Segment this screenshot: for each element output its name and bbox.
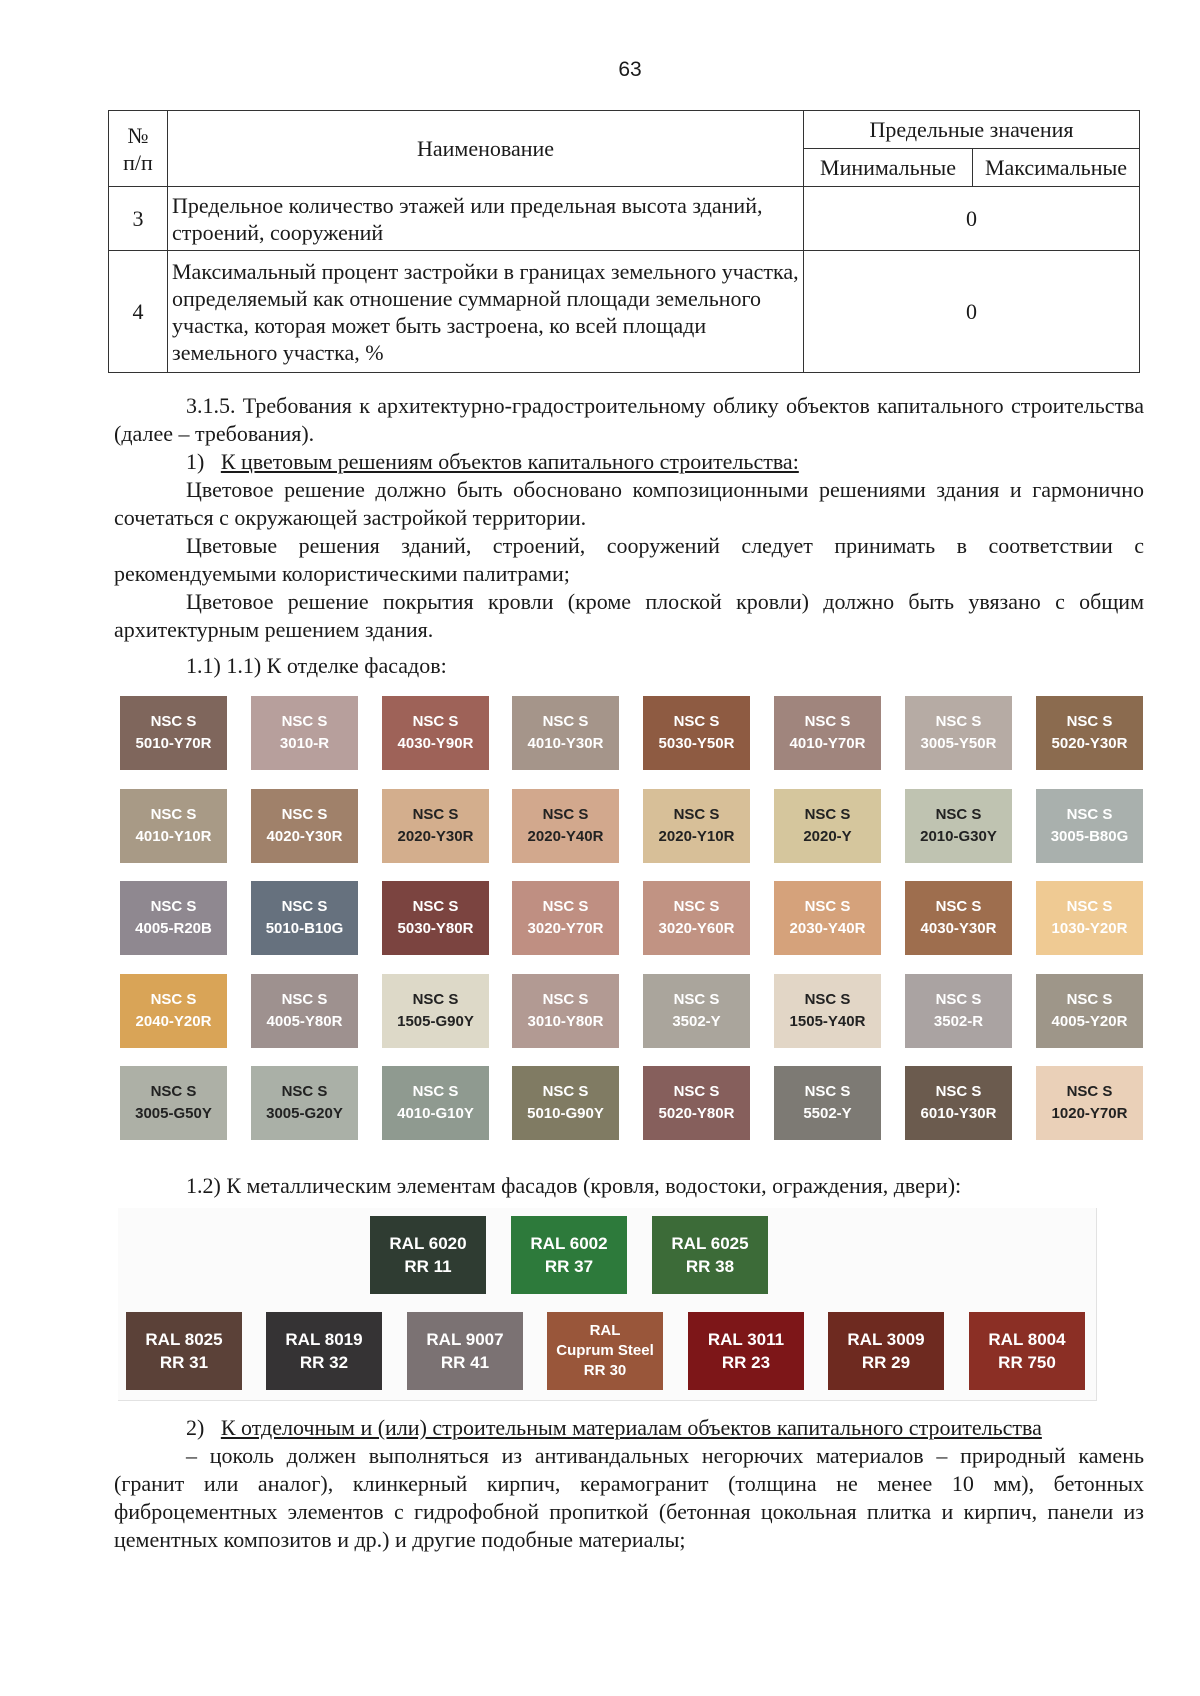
ral-swatch-label: RR 31 — [159, 1353, 209, 1372]
nsc-swatch-prefix: NSC S — [542, 991, 589, 1008]
row-num: 4 — [109, 251, 168, 373]
nsc-swatch — [251, 696, 358, 770]
ral-swatch-label: RR 23 — [721, 1353, 771, 1372]
nsc-swatch-prefix: NSC S — [673, 806, 720, 823]
nsc-swatch-prefix: NSC S — [281, 1083, 328, 1100]
header-num — [109, 111, 168, 187]
table-row — [109, 251, 1140, 373]
nsc-swatch — [512, 974, 619, 1048]
nsc-swatch — [905, 881, 1012, 955]
header-max: Максимальные — [973, 149, 1140, 187]
nsc-swatch-code: 5030-Y80R — [397, 920, 474, 937]
nsc-swatch-prefix: NSC S — [281, 898, 328, 915]
header-min: Минимальные — [804, 149, 973, 187]
nsc-swatch-code: 2030-Y40R — [789, 920, 866, 937]
nsc-swatch — [1036, 789, 1143, 863]
nsc-swatch — [382, 789, 489, 863]
nsc-swatch-prefix: NSC S — [935, 1083, 982, 1100]
ral-swatch-label: RR 750 — [998, 1353, 1056, 1372]
nsc-swatch-code: 3005-Y50R — [920, 735, 997, 752]
limits-table — [108, 110, 1140, 373]
section-heading: К цветовым решениям объектов капитального строительства: — [220, 449, 799, 474]
nsc-swatch — [643, 696, 750, 770]
nsc-swatch-prefix: NSC S — [542, 898, 589, 915]
nsc-swatch — [251, 974, 358, 1048]
ral-swatch — [688, 1312, 804, 1390]
nsc-swatch — [774, 881, 881, 955]
row-value: 0 — [804, 251, 1140, 373]
nsc-swatch-prefix: NSC S — [412, 1083, 459, 1100]
nsc-swatch-code: 1030-Y20R — [1051, 920, 1128, 937]
nsc-swatch-code: 5020-Y80R — [658, 1105, 735, 1122]
nsc-swatch-code: 1020-Y70R — [1051, 1105, 1128, 1122]
paragraph-color-solutions — [114, 448, 1144, 476]
nsc-swatch — [1036, 1066, 1143, 1140]
nsc-swatch-code: 1505-Y40R — [789, 1013, 866, 1030]
nsc-swatch — [1036, 881, 1143, 955]
ral-swatch-label: RAL 6025 — [671, 1234, 749, 1253]
nsc-swatch-prefix: NSC S — [673, 898, 720, 915]
nsc-swatch-code: 5010-G90Y — [527, 1105, 604, 1122]
header-name: Наименование — [168, 111, 804, 187]
nsc-swatch — [382, 881, 489, 955]
ral-swatch-label: RAL — [589, 1322, 621, 1339]
ral-swatch-label: RR 37 — [544, 1257, 594, 1276]
nsc-swatch-code: 3020-Y60R — [658, 920, 735, 937]
nsc-swatch-code: 2040-Y20R — [135, 1013, 212, 1030]
ral-swatch-label: RAL 3011 — [707, 1330, 785, 1349]
ral-swatch — [828, 1312, 944, 1390]
ral-swatch-label: RAL 8019 — [285, 1330, 363, 1349]
nsc-swatch-code: 3005-G20Y — [266, 1105, 343, 1122]
nsc-swatch-code: 3010-R — [279, 735, 330, 752]
nsc-swatch — [120, 1066, 227, 1140]
nsc-swatch-prefix: NSC S — [150, 806, 197, 823]
ral-swatch-label: RAL 9007 — [426, 1330, 504, 1349]
nsc-swatch-code: 4030-Y90R — [397, 735, 474, 752]
nsc-swatch-code: 2020-Y — [803, 828, 852, 845]
nsc-swatch — [643, 789, 750, 863]
nsc-swatch — [643, 974, 750, 1048]
nsc-swatch-prefix: NSC S — [542, 713, 589, 730]
nsc-swatch — [120, 696, 227, 770]
table-row — [109, 187, 1140, 251]
nsc-swatch — [774, 789, 881, 863]
paragraph-roof: Цветовое решение покрытия кровли (кроме плоской кровли) должно быть увязано с общим архитектурным решением здания. — [114, 589, 1144, 642]
paragraph-composition: Цветовое решение должно быть обосновано композиционными решениями здания и гармонично сочетаться с окружающей застройкой территории. — [114, 477, 1144, 530]
nsc-swatch — [120, 881, 227, 955]
ral-swatch — [407, 1312, 523, 1390]
nsc-swatch-code: 5010-Y70R — [135, 735, 212, 752]
nsc-swatch-prefix: NSC S — [542, 1083, 589, 1100]
nsc-swatch-prefix: NSC S — [673, 991, 720, 1008]
ral-swatch-label: RR 30 — [583, 1362, 627, 1379]
nsc-swatch-code: 4005-Y80R — [266, 1013, 343, 1030]
ral-swatch — [652, 1216, 768, 1294]
nsc-swatch-code: 5502-Y — [803, 1105, 852, 1122]
nsc-swatch-code: 4010-Y30R — [527, 735, 604, 752]
nsc-swatch — [1036, 696, 1143, 770]
nsc-swatch-prefix: NSC S — [150, 991, 197, 1008]
paragraph-plinth: – цоколь должен выполняться из антивандальных негорючих материалов – природный камень (гранит или аналог), клинкерный кирпич, керамогранит (толщина не менее 10 мм), бетонных фиброцементных элементов с гидрофобной пропиткой (бетонная цокольная плитка и кирпич, панели из цементных композитов и др.) и другие подобные материалы; — [114, 1443, 1144, 1552]
ral-swatch-label: RAL 6020 — [389, 1234, 467, 1253]
ral-swatch-label: RR 38 — [685, 1257, 735, 1276]
nsc-swatch — [643, 881, 750, 955]
nsc-swatch — [512, 696, 619, 770]
ral-swatch-label: RR 41 — [440, 1353, 490, 1372]
nsc-swatch-code: 2020-Y10R — [658, 828, 735, 845]
nsc-swatch — [774, 1066, 881, 1140]
ral-swatch-label: RR 32 — [299, 1353, 349, 1372]
nsc-swatch-prefix: NSC S — [150, 898, 197, 915]
nsc-swatch-prefix: NSC S — [150, 1083, 197, 1100]
nsc-swatch — [774, 696, 881, 770]
nsc-swatch-code: 6010-Y30R — [920, 1105, 997, 1122]
nsc-swatch — [512, 1066, 619, 1140]
ral-swatch — [969, 1312, 1085, 1390]
nsc-swatch — [382, 696, 489, 770]
nsc-swatch-prefix: NSC S — [935, 991, 982, 1008]
ral-swatch — [547, 1312, 663, 1390]
nsc-swatch-code: 4010-Y70R — [789, 735, 866, 752]
nsc-swatch-code: 2010-G30Y — [920, 828, 997, 845]
row-num: 3 — [109, 187, 168, 251]
nsc-swatch-prefix: NSC S — [1066, 898, 1113, 915]
nsc-swatch-code: 4005-R20B — [135, 920, 212, 937]
ral-swatch-label: RAL 8004 — [988, 1330, 1066, 1349]
nsc-swatch-code: 4020-Y30R — [266, 828, 343, 845]
nsc-swatch — [251, 789, 358, 863]
paragraph-palettes: Цветовые решения зданий, строений, сооружений следует принимать в соответствии с рекомендуемыми колористическими палитрами; — [114, 533, 1144, 586]
ral-swatch — [266, 1312, 382, 1390]
ral-swatch — [126, 1312, 242, 1390]
nsc-swatch-prefix: NSC S — [1066, 991, 1113, 1008]
list-number: 1) — [186, 449, 205, 474]
nsc-swatch-prefix: NSC S — [804, 991, 851, 1008]
nsc-swatch-prefix: NSC S — [1066, 713, 1113, 730]
nsc-swatch-code: 5010-B10G — [265, 920, 344, 937]
nsc-swatch-code: 4010-G10Y — [397, 1105, 474, 1122]
nsc-swatch-code: 4010-Y10R — [135, 828, 212, 845]
nsc-swatch — [905, 696, 1012, 770]
nsc-swatch — [905, 974, 1012, 1048]
nsc-swatch-prefix: NSC S — [412, 806, 459, 823]
paragraph-facades: 1.1) 1.1) К отделке фасадов: — [186, 653, 447, 678]
nsc-swatch-code: 1505-G90Y — [397, 1013, 474, 1030]
nsc-swatch — [382, 1066, 489, 1140]
page-number: 63 — [618, 58, 642, 81]
nsc-swatch — [120, 974, 227, 1048]
ral-swatch-label: Cuprum Steel — [556, 1342, 654, 1359]
ral-swatch-label: RAL 3009 — [847, 1330, 925, 1349]
nsc-swatch-prefix: NSC S — [412, 713, 459, 730]
nsc-swatch-code: 2020-Y30R — [397, 828, 474, 845]
nsc-swatch-code: 5030-Y50R — [658, 735, 735, 752]
nsc-swatch — [512, 881, 619, 955]
nsc-swatch-prefix: NSC S — [935, 713, 982, 730]
nsc-swatch-prefix: NSC S — [1066, 806, 1113, 823]
header-limits: Предельные значения — [804, 111, 1140, 149]
nsc-swatch-prefix: NSC S — [281, 806, 328, 823]
ral-swatch-label: RAL 8025 — [145, 1330, 223, 1349]
nsc-swatch-prefix: NSC S — [150, 713, 197, 730]
nsc-swatch — [905, 1066, 1012, 1140]
paragraph-materials — [114, 1414, 1144, 1442]
nsc-swatch-prefix: NSC S — [804, 898, 851, 915]
nsc-swatch-code: 3502-Y — [672, 1013, 721, 1030]
nsc-swatch-code: 3020-Y70R — [527, 920, 604, 937]
nsc-swatch-prefix: NSC S — [804, 713, 851, 730]
nsc-swatch-code: 5020-Y30R — [1051, 735, 1128, 752]
nsc-swatch-code: 4030-Y30R — [920, 920, 997, 937]
nsc-swatch-code: 4005-Y20R — [1051, 1013, 1128, 1030]
nsc-swatch-code: 3010-Y80R — [527, 1013, 604, 1030]
nsc-swatch-prefix: NSC S — [673, 713, 720, 730]
nsc-swatch — [251, 1066, 358, 1140]
nsc-swatch-code: 2020-Y40R — [527, 828, 604, 845]
nsc-swatch-prefix: NSC S — [542, 806, 589, 823]
nsc-swatch — [774, 974, 881, 1048]
row-value: 0 — [804, 187, 1140, 251]
ral-swatch — [370, 1216, 486, 1294]
nsc-swatch-prefix: NSC S — [804, 1083, 851, 1100]
nsc-swatch-prefix: NSC S — [281, 713, 328, 730]
nsc-swatch-code: 3005-B80G — [1050, 828, 1129, 845]
nsc-swatch — [120, 789, 227, 863]
nsc-swatch-prefix: NSC S — [935, 806, 982, 823]
header-num-label: № п/п — [123, 122, 153, 175]
paragraph-metal: 1.2) К металлическим элементам фасадов (кровля, водостоки, ограждения, двери): — [186, 1173, 962, 1198]
nsc-swatch-prefix: NSC S — [412, 991, 459, 1008]
list-number: 2) — [186, 1415, 205, 1440]
ral-swatch-label: RR 11 — [404, 1257, 452, 1276]
row-name: Максимальный процент застройки в границах земельного участка, определяемый как отношение суммарной площади земельного участка, которая может быть застроена, ко всей площади земельного участка, % — [168, 251, 804, 373]
nsc-swatch-prefix: NSC S — [412, 898, 459, 915]
nsc-swatch-prefix: NSC S — [1066, 1083, 1113, 1100]
nsc-swatch-prefix: NSC S — [935, 898, 982, 915]
nsc-swatch — [643, 1066, 750, 1140]
nsc-swatch — [1036, 974, 1143, 1048]
ral-swatch-label: RAL 6002 — [530, 1234, 608, 1253]
nsc-swatch-prefix: NSC S — [673, 1083, 720, 1100]
nsc-swatch — [382, 974, 489, 1048]
nsc-swatch-prefix: NSC S — [281, 991, 328, 1008]
nsc-swatch-prefix: NSC S — [804, 806, 851, 823]
nsc-swatch-code: 3502-R — [933, 1013, 984, 1030]
nsc-swatch — [251, 881, 358, 955]
section-heading: К отделочным и (или) строительным материалам объектов капитального строительства — [220, 1415, 1042, 1440]
paragraph-requirements: 3.1.5. Требования к архитектурно-градостроительному облику объектов капитального строительства (далее – требования). — [114, 393, 1144, 446]
ral-swatch-label: RR 29 — [861, 1353, 911, 1372]
ral-swatch — [511, 1216, 627, 1294]
nsc-swatch — [905, 789, 1012, 863]
nsc-swatch-code: 3005-G50Y — [135, 1105, 212, 1122]
nsc-swatch — [512, 789, 619, 863]
row-name: Предельное количество этажей или предельная высота зданий, строений, сооружений — [168, 187, 804, 251]
